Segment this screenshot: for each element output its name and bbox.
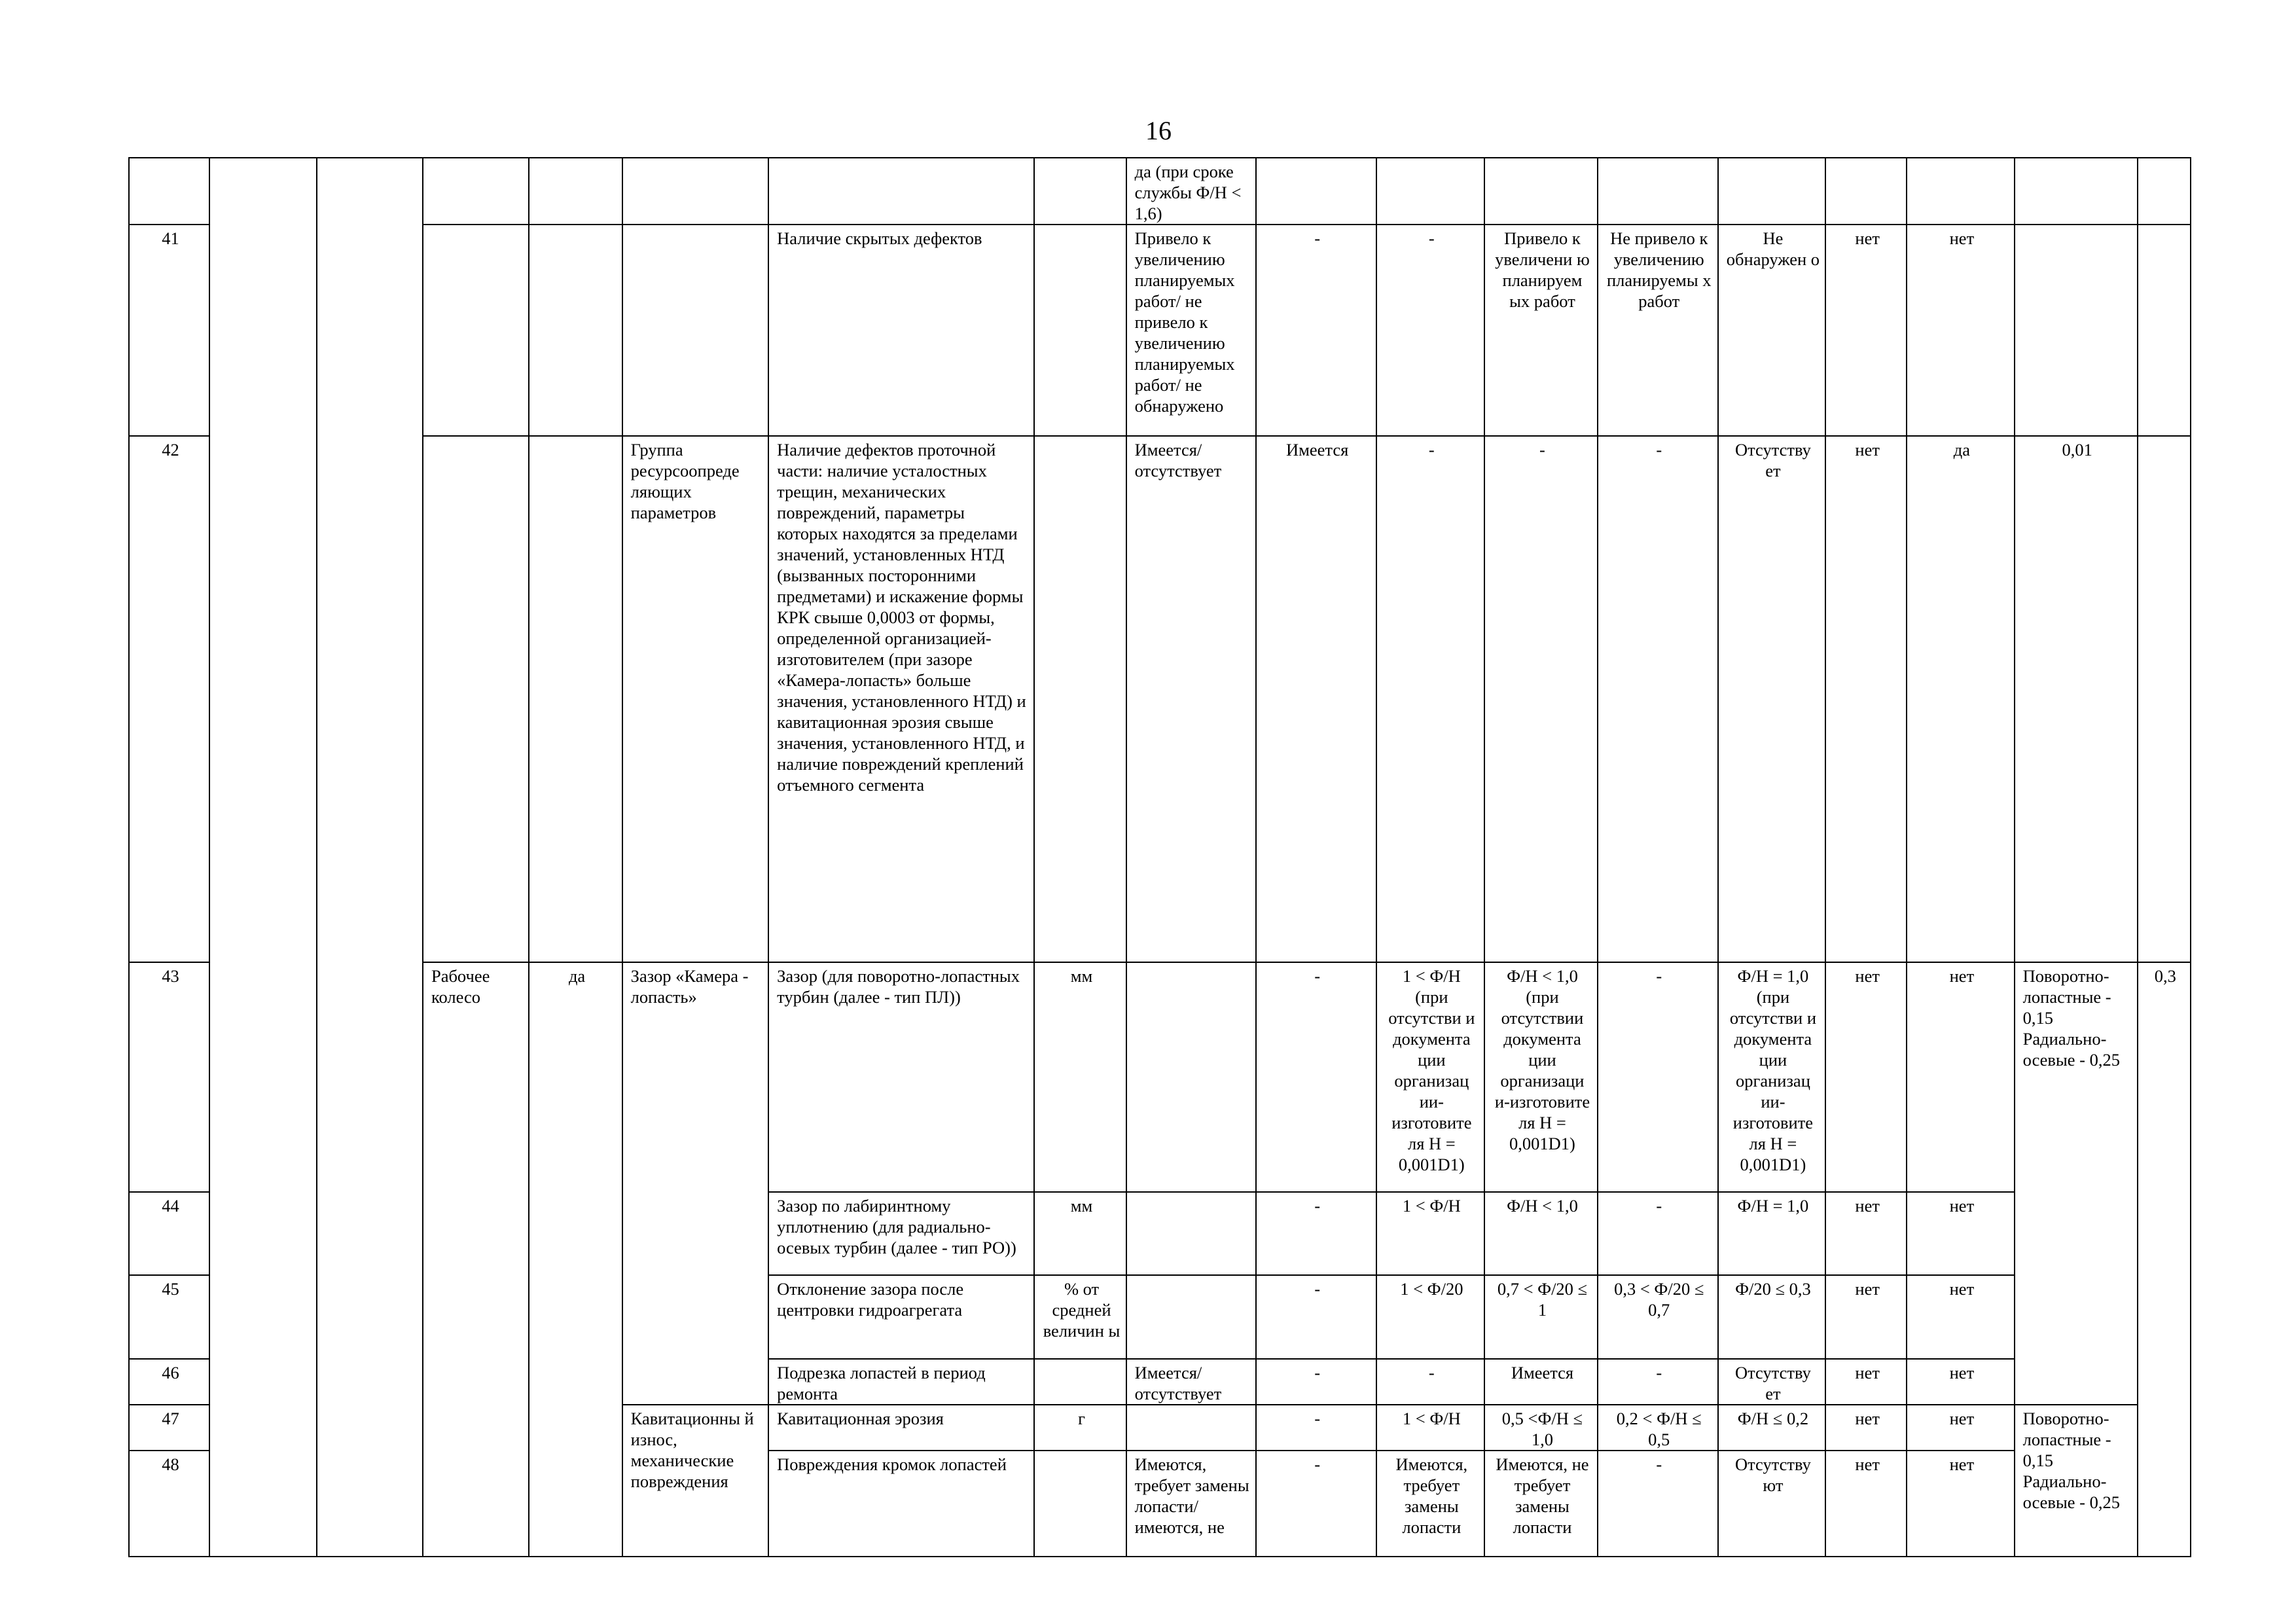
table-cell: Не привело к увеличению планируемы х работ xyxy=(1598,225,1718,436)
table-cell: Имеется/ отсутствует xyxy=(1126,1359,1256,1405)
table-cell: нет xyxy=(1825,1192,1907,1275)
table-cell: Имеется/ отсутствует xyxy=(1126,436,1256,962)
table-cell: Отсутству ет xyxy=(1718,1359,1826,1405)
table-cell: - xyxy=(1376,225,1485,436)
table-row xyxy=(129,158,2191,225)
row-number: 45 xyxy=(129,1275,209,1359)
parameter-cell: Отклонение зазора после центровки гидроагрегата xyxy=(768,1275,1034,1359)
row-number: 41 xyxy=(129,225,209,436)
table-cell: 1 < Ф/20 xyxy=(1376,1275,1485,1359)
parameter-cell: Наличие скрытых дефектов xyxy=(768,225,1034,436)
group-cell: Зазор «Камера - лопасть» xyxy=(622,962,768,1405)
table-cell: 1 < Ф/Н (при отсутстви и документа ции организац ии-изготовите ля Н = 0,001D1) xyxy=(1376,962,1485,1192)
table-cell: Ф/Н < 1,0 (при отсутствии документа ции организаци и-изготовите ля Н = 0,001D1) xyxy=(1484,962,1598,1192)
table-cell: Отсутству ет xyxy=(1718,436,1826,962)
table-cell: 0,3 xyxy=(2138,962,2191,1557)
table-cell: - xyxy=(1256,1192,1376,1275)
table-cell: Ф/20 ≤ 0,3 xyxy=(1718,1275,1826,1359)
group-cell: Кавитационны й износ, механические повреждения xyxy=(622,1405,768,1557)
table-cell: - xyxy=(1256,1359,1376,1405)
group-cell: Группа ресурсоопреде ляющих параметров xyxy=(622,436,768,962)
table-cell: 0,2 < Ф/Н ≤ 0,5 xyxy=(1598,1405,1718,1451)
table-cell: да xyxy=(1907,436,2015,962)
table-cell: Привело к увеличению планируемых работ/ не привело к увеличению планируемых работ/ не обнаружено xyxy=(1126,225,1256,436)
table-cell: - xyxy=(1598,962,1718,1192)
table-cell: нет xyxy=(1825,1405,1907,1451)
unit-cell: мм xyxy=(1034,962,1126,1192)
table-cell: 0,01 xyxy=(2015,436,2138,962)
table-cell: Привело к увеличени ю планируем ых работ xyxy=(1484,225,1598,436)
row-number: 46 xyxy=(129,1359,209,1405)
table-cell: - xyxy=(1256,1451,1376,1557)
table-cell: нет xyxy=(1825,436,1907,962)
table-cell: Имеются, требует замены лопасти/ имеются, не xyxy=(1126,1451,1256,1557)
table-cell: нет xyxy=(1907,1192,2015,1275)
parameter-cell: Подрезка лопастей в период ремонта xyxy=(768,1359,1034,1405)
row-number: 44 xyxy=(129,1192,209,1275)
row-number: 48 xyxy=(129,1451,209,1557)
table-cell: Ф/Н = 1,0 xyxy=(1718,1192,1826,1275)
parameter-cell: Зазор (для поворотно-лопастных турбин (далее - тип ПЛ)) xyxy=(768,962,1034,1192)
unit-cell: % от средней величин ы xyxy=(1034,1275,1126,1359)
parameter-cell: Кавитационная эрозия xyxy=(768,1405,1034,1451)
unit-cell: г xyxy=(1034,1405,1126,1451)
table-cell: нет xyxy=(1825,225,1907,436)
table-cell: 0,5 <Ф/Н ≤ 1,0 xyxy=(1484,1405,1598,1451)
table-cell: - xyxy=(1598,436,1718,962)
table-cell: - xyxy=(1598,1192,1718,1275)
table-cell: - xyxy=(1256,1275,1376,1359)
table-cell: нет xyxy=(1907,1275,2015,1359)
table-cell: - xyxy=(1376,1359,1485,1405)
table-cell: Имеются, требует замены лопасти xyxy=(1376,1451,1485,1557)
table-cell: нет xyxy=(1825,1451,1907,1557)
table-cell: - xyxy=(1484,436,1598,962)
table-cell: нет xyxy=(1825,1359,1907,1405)
table-cell: Ф/Н ≤ 0,2 xyxy=(1718,1405,1826,1451)
table-cell: нет xyxy=(1907,225,2015,436)
table-cell: Отсутству ют xyxy=(1718,1451,1826,1557)
table-cell: Поворотно-лопастные - 0,15 Радиально-осевые - 0,25 xyxy=(2015,962,2138,1405)
row-number: 42 xyxy=(129,436,209,962)
criteria-table xyxy=(128,157,2191,1557)
table-cell: 0,7 < Ф/20 ≤ 1 xyxy=(1484,1275,1598,1359)
table-cell: - xyxy=(1598,1451,1718,1557)
table-cell: Имеются, не требует замены лопасти xyxy=(1484,1451,1598,1557)
flag-cell: да xyxy=(529,962,622,1557)
row-number: 43 xyxy=(129,962,209,1192)
parameter-cell: Наличие дефектов проточной части: наличие усталостных трещин, механических повреждений, параметры которых находятся за пределами значений, установленных НТД (вызванных посторонними предметами) и искажение формы КРК свыше 0,0003 от формы, определенной организацией-изготовителем (при зазоре «Камера-лопасть» больше значения, установленного НТД) и кавитационная эрозия свыше значения, установленного НТД, и наличие повреждений креплений отъемного сегмента xyxy=(768,436,1034,962)
table-cell: - xyxy=(1256,1405,1376,1451)
table-cell: да (при сроке службы Ф/Н < 1,6) xyxy=(1126,158,1256,225)
node-cell: Рабочее колесо xyxy=(423,962,529,1557)
table-cell: Поворотно-лопастные - 0,15 Радиально-осевые - 0,25 xyxy=(2015,1405,2138,1557)
table-cell: - xyxy=(1256,225,1376,436)
page-number: 16 xyxy=(1145,116,1172,145)
table-cell: Имеется xyxy=(1256,436,1376,962)
table-cell: нет xyxy=(1907,1451,2015,1557)
table-cell: нет xyxy=(1907,1405,2015,1451)
table-cell: - xyxy=(1256,962,1376,1192)
table-cell: Не обнаружен о xyxy=(1718,225,1826,436)
table-cell: - xyxy=(1598,1359,1718,1405)
table-cell: нет xyxy=(1907,1359,2015,1405)
table-cell: Ф/Н = 1,0 (при отсутстви и документа ции организац ии-изготовите ля Н = 0,001D1) xyxy=(1718,962,1826,1192)
table-row xyxy=(129,225,2191,436)
row-number: 47 xyxy=(129,1405,209,1451)
table-cell: Ф/Н < 1,0 xyxy=(1484,1192,1598,1275)
table-row xyxy=(129,962,2191,1192)
table-cell: Имеется xyxy=(1484,1359,1598,1405)
table-cell: 1 < Ф/Н xyxy=(1376,1192,1485,1275)
parameter-cell: Зазор по лабиринтному уплотнению (для радиально-осевых турбин (далее - тип РО)) xyxy=(768,1192,1034,1275)
table-cell: 0,3 < Ф/20 ≤ 0,7 xyxy=(1598,1275,1718,1359)
table-cell: нет xyxy=(1825,962,1907,1192)
table-cell: нет xyxy=(1907,962,2015,1192)
table-cell: нет xyxy=(1825,1275,1907,1359)
table-cell: - xyxy=(1376,436,1485,962)
unit-cell: мм xyxy=(1034,1192,1126,1275)
table-row xyxy=(129,436,2191,962)
parameter-cell: Повреждения кромок лопастей xyxy=(768,1451,1034,1557)
table-cell: 1 < Ф/Н xyxy=(1376,1405,1485,1451)
